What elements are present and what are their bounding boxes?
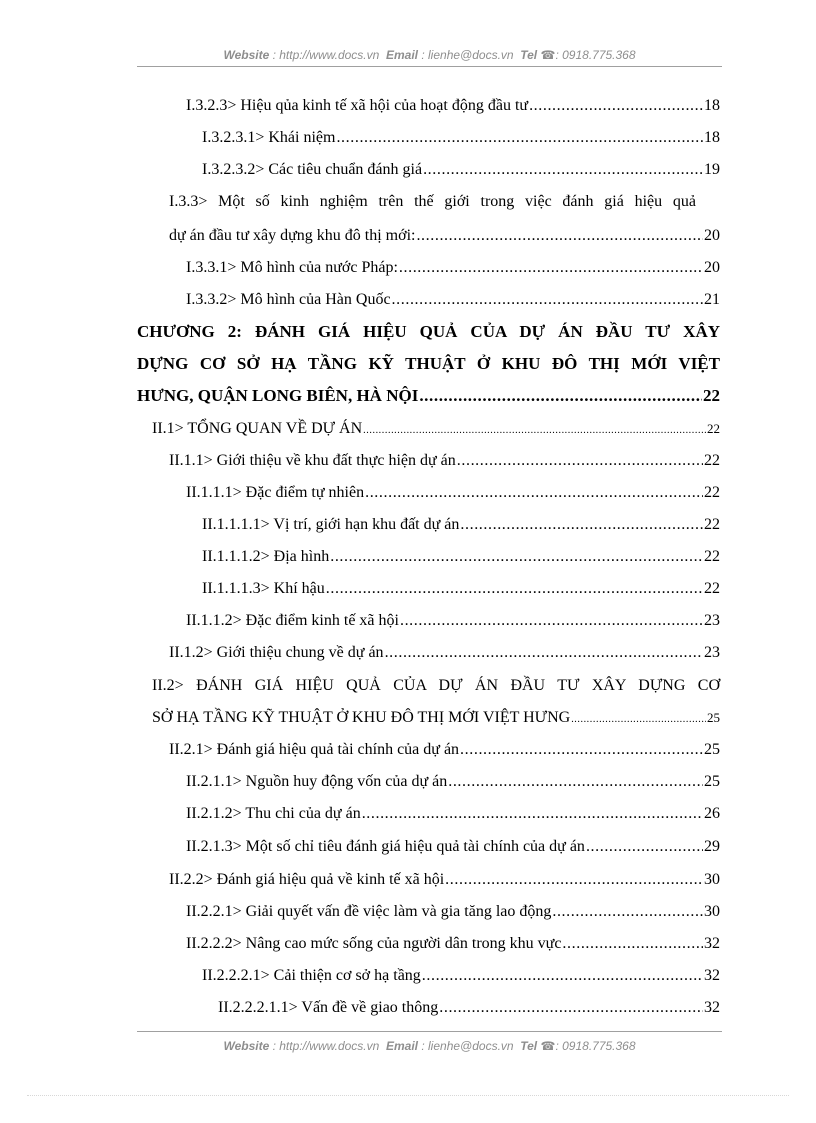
dot-leader (363, 420, 706, 442)
chapter-heading-line: CHƯƠNG 2: ĐÁNH GIÁ HIỆU QUẢ CỦA DỰ ÁN ĐẦU TƯ XÂY (137, 322, 720, 341)
dot-leader (422, 965, 703, 987)
toc-entry[interactable]: II.2.2.2> Nâng cao mức sống của người dân trong khu vực ..... 32 (186, 933, 720, 955)
toc-entry[interactable]: SỞ HẠ TẦNG KỸ THUẬT Ở KHU ĐÔ THỊ MỚI VIỆT HƯNG ..... 25 (152, 707, 720, 729)
toc-entry[interactable]: II.1> TỔNG QUAN VỀ DỰ ÁN ..... 22 (152, 418, 720, 440)
dot-leader (399, 257, 703, 279)
toc-entry[interactable]: II.1.1.1.3> Khí hậu ..... 22 (202, 578, 720, 600)
toc-entry[interactable]: II.2.2> Đánh giá hiệu quả về kinh tế xã hội ..... 30 (169, 869, 720, 891)
toc-entry[interactable]: dự án đầu tư xây dựng khu đô thị mới: ..... 20 (169, 225, 720, 247)
toc-entry[interactable]: II.1.1> Giới thiệu về khu đất thực hiện dự án ..... 22 (169, 450, 720, 472)
header-website-label: Website (223, 48, 270, 62)
chapter-heading-line: DỰNG CƠ SỞ HẠ TẦNG KỸ THUẬT Ở KHU ĐÔ THỊ MỚI VIỆT (137, 354, 720, 373)
dot-leader (419, 385, 702, 407)
toc-entry-line: I.3.3> Một số kinh nghiệm trên thế giới trong việc đánh giá hiệu quả (169, 193, 696, 210)
dot-leader (416, 225, 703, 247)
toc-entry[interactable]: I.3.2.3.1> Khái niệm ..... 18 (202, 127, 720, 149)
page-bottom-divider (27, 1095, 789, 1096)
toc-entry-chapter[interactable]: HƯNG, QUẬN LONG BIÊN, HÀ NỘI ..... 22 (137, 385, 720, 407)
dot-leader (400, 610, 703, 632)
dot-leader (457, 450, 703, 472)
dot-leader (330, 546, 703, 568)
toc-entry[interactable]: I.3.2.3.2> Các tiêu chuẩn đánh giá ..... 19 (202, 159, 720, 181)
toc-entry[interactable]: II.2.1.3> Một số chỉ tiêu đánh giá hiệu quả tài chính của dự án ..... 29 (186, 836, 720, 858)
toc-entry[interactable]: II.1.1.1> Đặc điểm tự nhiên ..... 22 (186, 482, 720, 504)
toc-entry[interactable]: II.2.2.2.1.1> Vấn đề về giao thông ..... 32 (218, 997, 720, 1019)
footer-website-value: : http://www.docs.vn (272, 1039, 380, 1053)
toc-entry[interactable]: II.1.1.1.2> Địa hình ..... 22 (202, 546, 720, 568)
header-rule (137, 66, 722, 67)
dot-leader (562, 933, 703, 955)
dot-leader (439, 997, 703, 1019)
dot-leader (385, 642, 703, 664)
dot-leader (392, 289, 703, 311)
dot-leader (529, 95, 703, 117)
toc-entry[interactable]: I.3.3.2> Mô hình của Hàn Quốc ..... 21 (186, 289, 720, 311)
dot-leader (448, 771, 703, 793)
header-website-value: : http://www.docs.vn (272, 48, 380, 62)
footer-email-value: : lienhe@docs.vn (421, 1039, 514, 1053)
section-heading-line: II.2> ĐÁNH GIÁ HIỆU QUẢ CỦA DỰ ÁN ĐẦU TƯ XÂY DỰNG CƠ (152, 677, 720, 694)
toc-entry[interactable]: II.1.1.2> Đặc điểm kinh tế xã hội ..... 23 (186, 610, 720, 632)
header-email-label: Email (385, 48, 418, 62)
dot-leader (336, 127, 703, 149)
dot-leader (326, 578, 703, 600)
toc-entry[interactable]: II.2.2.1> Giải quyết vấn đề việc làm và gia tăng lao động ..... 30 (186, 901, 720, 923)
toc-entry[interactable]: I.3.2.3> Hiệu qủa kinh tế xã hội của hoạt động đầu tư ..... 18 (186, 95, 720, 117)
page-footer (137, 1039, 722, 1053)
dot-leader (460, 514, 703, 536)
header-tel-value: : 0918.775.368 (555, 48, 636, 62)
toc-entry[interactable]: II.2.1> Đánh giá hiệu quả tài chính của dự án ..... 25 (169, 739, 720, 761)
dot-leader (586, 836, 703, 858)
dot-leader (460, 739, 703, 761)
footer-tel-label: Tel (520, 1039, 538, 1053)
toc-entry[interactable]: II.2.1.2> Thu chi của dự án ..... 26 (186, 803, 720, 825)
footer-rule (137, 1031, 722, 1032)
phone-icon: ☎ (540, 1039, 556, 1053)
dot-leader (552, 901, 703, 923)
dot-leader (445, 869, 703, 891)
dot-leader (362, 803, 703, 825)
phone-icon: ☎ (540, 48, 556, 62)
footer-website-label: Website (223, 1039, 270, 1053)
page-header (137, 48, 722, 62)
toc-entry[interactable]: II.2.2.2.1> Cải thiện cơ sở hạ tầng ..... 32 (202, 965, 720, 987)
dot-leader (571, 709, 706, 731)
dot-leader (423, 159, 703, 181)
footer-email-label: Email (385, 1039, 418, 1053)
header-email-value: : lienhe@docs.vn (421, 48, 514, 62)
header-tel-label: Tel (520, 48, 538, 62)
toc-entry[interactable]: I.3.3.1> Mô hình của nước Pháp: ..... 20 (186, 257, 720, 279)
footer-tel-value: : 0918.775.368 (555, 1039, 636, 1053)
dot-leader (365, 482, 703, 504)
toc-entry[interactable]: II.2.1.1> Nguồn huy động vốn của dự án ..... 25 (186, 771, 720, 793)
toc-entry[interactable]: II.1.1.1.1> Vị trí, giới hạn khu đất dự án ..... 22 (202, 514, 720, 536)
toc-entry[interactable]: II.1.2> Giới thiệu chung về dự án ..... 23 (169, 642, 720, 664)
